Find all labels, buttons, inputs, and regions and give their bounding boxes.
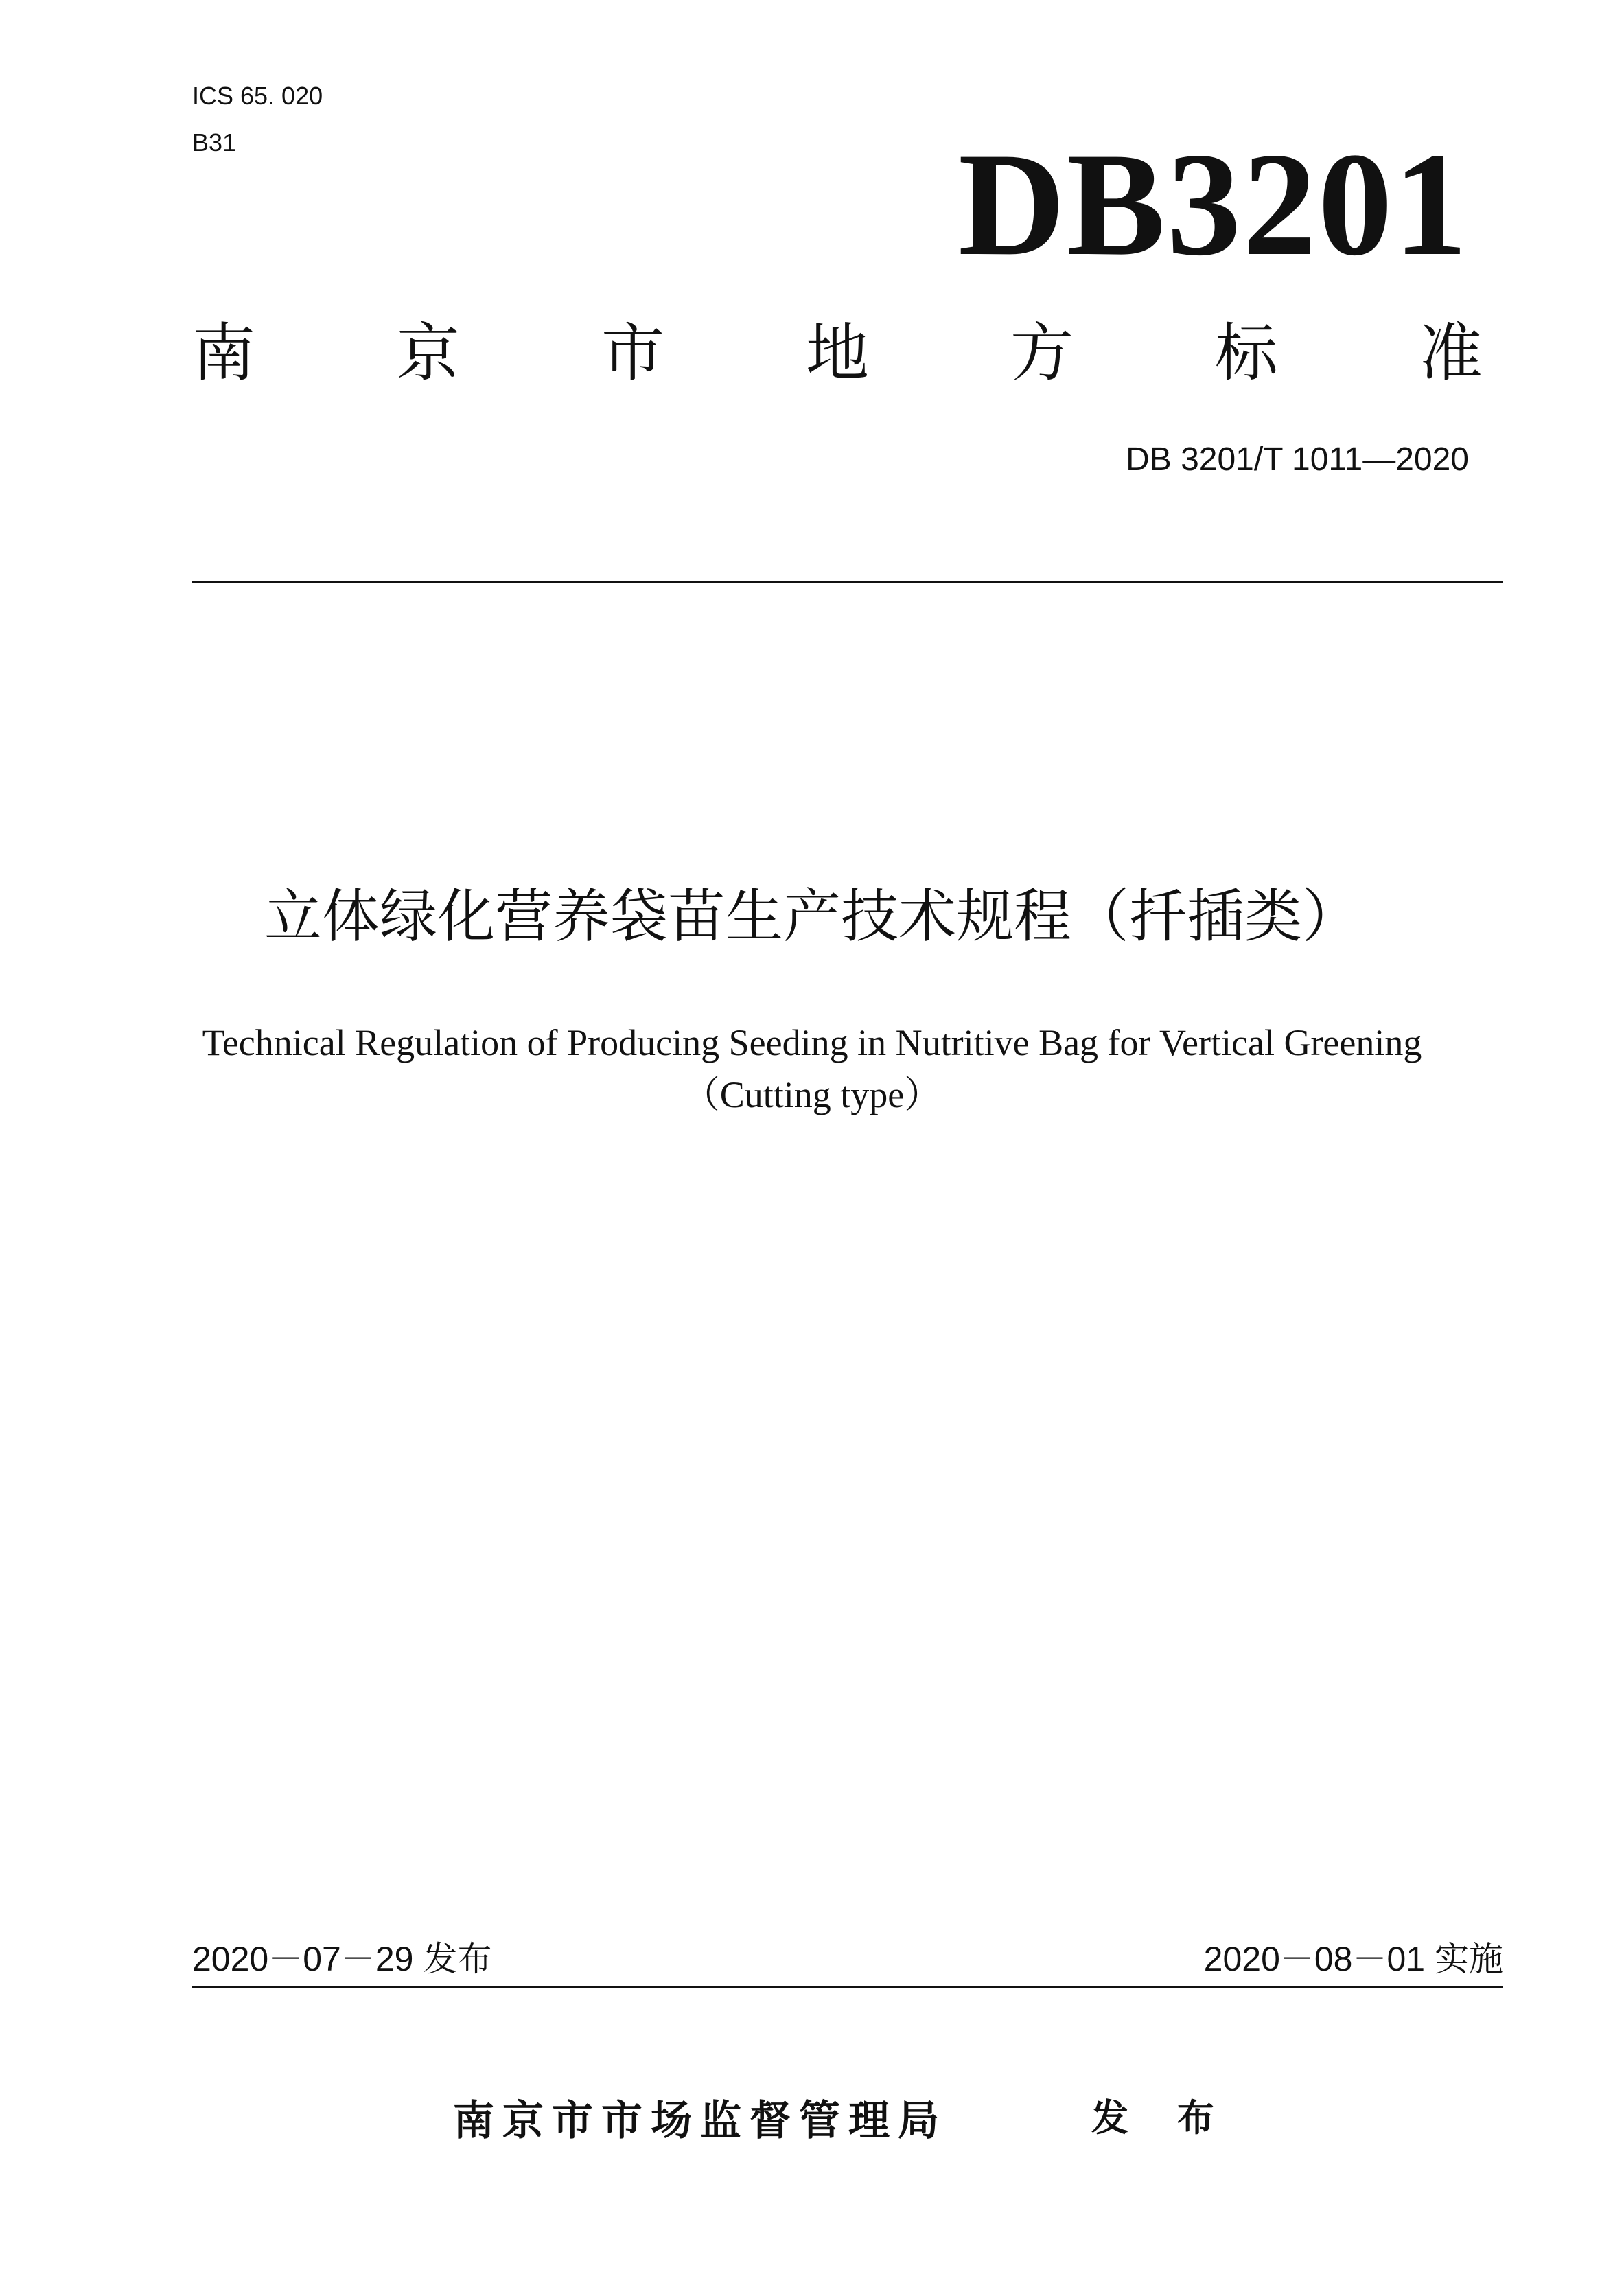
standard-type-char: 地 (805, 316, 869, 390)
ccs-code: B31 (192, 128, 237, 156)
implementation-date: 2020－08－01 实施 (1203, 1940, 1503, 1978)
bottom-divider (192, 1986, 1503, 1988)
standard-type (192, 316, 1483, 391)
standard-type-char: 准 (1419, 316, 1483, 390)
release-date: 2020－07－29 发布 (192, 1940, 492, 1978)
standard-code: DB3201 (958, 122, 1469, 286)
document-title-english-subtitle: （Cutting type） (682, 1074, 942, 1115)
standard-type-char: 方 (1010, 316, 1074, 390)
standard-type-char: 市 (601, 316, 664, 390)
standard-type-char: 南 (192, 316, 256, 390)
standard-type-char: 京 (396, 316, 460, 390)
standard-type-char: 标 (1214, 316, 1278, 390)
top-divider (192, 581, 1503, 583)
standard-number: DB 3201/T 1011—2020 (1126, 441, 1469, 478)
issuing-authority: 南京市市场监督管理局 (453, 2097, 947, 2145)
document-title-chinese: 立体绿化营养袋苗生产技术规程（扦插类） (264, 883, 1360, 950)
ics-code: ICS 65. 020 (192, 82, 323, 110)
document-title-english: Technical Regulation of Producing Seeding in Nutritive Bag for Vertical Greening (202, 1022, 1422, 1063)
issue-label: 发 布 (1091, 2096, 1232, 2140)
